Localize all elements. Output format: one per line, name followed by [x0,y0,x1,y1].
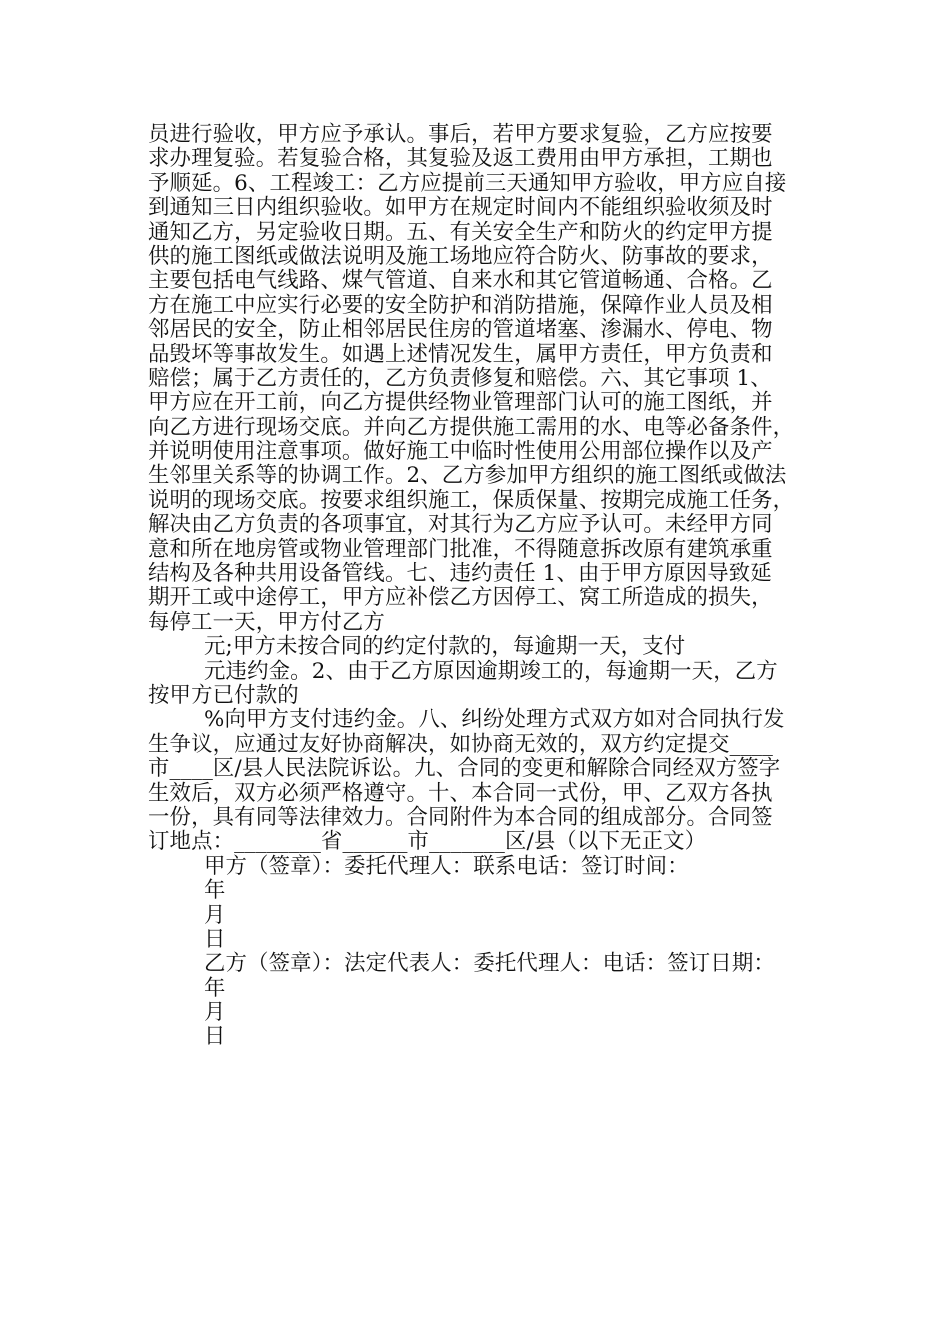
text-line: 年 [204,878,226,904]
text-line: 日 [204,926,226,952]
text-line: 日 [204,1024,226,1050]
text-line: 生效后，双方必须严格遵守。十、本合同一式份，甲、乙双方各执 [148,780,773,806]
text-line: 意和所在地房管或物业管理部门批准，不得随意拆改原有建筑承重 [148,536,773,562]
text-line: 按甲方已付款的 [148,682,299,708]
text-line: 期开工或中途停工，甲方应补偿乙方因停工、窝工所造成的损失， [148,585,773,611]
text-line: 说明的现场交底。按要求组织施工，保质保量、按期完成施工任务， [148,487,795,513]
text-line: 供的施工图纸或做法说明及施工场地应符合防火、防事故的要求， [148,243,773,269]
document-page [148,123,818,1050]
text-line: 主要包括电气线路、煤气管道、自来水和其它管道畅通、合格。乙 [148,268,773,294]
text-line: 方在施工中应实行必要的安全防护和消防措施，保障作业人员及相 [148,292,773,318]
text-line: 予顺延。6、工程竣工：乙方应提前三天通知甲方验收，甲方应自接 [148,170,787,196]
text-line: 元违约金。2、由于乙方原因逾期竣工的，每逾期一天，乙方 [204,658,778,684]
text-line: 员进行验收，甲方应予承认。事后，若甲方要求复验，乙方应按要 [148,122,773,147]
text-line: 甲方应在开工前，向乙方提供经物业管理部门认可的施工图纸，并 [148,390,773,416]
text-line: 每停工一天，甲方付乙方 [148,609,385,635]
text-line: 一份，具有同等法律效力。合同附件为本合同的组成部分。合同签 [148,804,773,830]
text-line: 邻居民的安全，防止相邻居民住房的管道堵塞、渗漏水、停电、物 [148,317,773,343]
text-line: 乙方（签章）：法定代表人：委托代理人：电话：签订日期： [204,951,775,977]
text-line: 向乙方进行现场交底。并向乙方提供施工需用的水、电等必备条件， [148,414,795,440]
text-line: 月 [204,1000,226,1026]
text-line: 月 [204,902,226,928]
text-line: 生邻里关系等的协调工作。2、乙方参加甲方组织的施工图纸或做法 [148,463,787,489]
text-line: 甲方（签章）：委托代理人：联系电话：签订时间： [204,853,689,879]
text-line: 品毁坏等事故发生。如遇上述情况发生，属甲方责任，甲方负责和 [148,341,773,367]
text-line: %向甲方支付违约金。八、纠纷处理方式双方如对合同执行发 [204,707,785,733]
text-line: 求办理复验。若复验合格，其复验及返工费用由甲方承担，工期也 [148,146,773,172]
text-line: 订地点：________省______市_______区/县（以下无正文） [148,829,707,855]
text-line: 年 [204,975,226,1001]
text-line: 市____区/县人民法院诉讼。九、合同的变更和解除合同经双方签字 [148,756,781,782]
text-line: 生争议，应通过友好协商解决，如协商无效的，双方约定提交____ [148,731,773,757]
text-line: 元;甲方未按合同的约定付款的，每逾期一天，支付 [204,634,686,660]
text-line: 到通知三日内组织验收。如甲方在规定时间内不能组织验收须及时 [148,195,773,221]
text-line: 结构及各种共用设备管线。七、违约责任 1、由于甲方原因导致延 [148,561,772,587]
text-line: 赔偿；属于乙方责任的，乙方负责修复和赔偿。六、其它事项 1、 [148,365,772,391]
text-line: 解决由乙方负责的各项事宜，对其行为乙方应予认可。未经甲方同 [148,512,773,538]
text-line: 通知乙方，另定验收日期。五、有关安全生产和防火的约定甲方提 [148,219,773,245]
text-line: 并说明使用注意事项。做好施工中临时性使用公用部位操作以及产 [148,439,773,465]
